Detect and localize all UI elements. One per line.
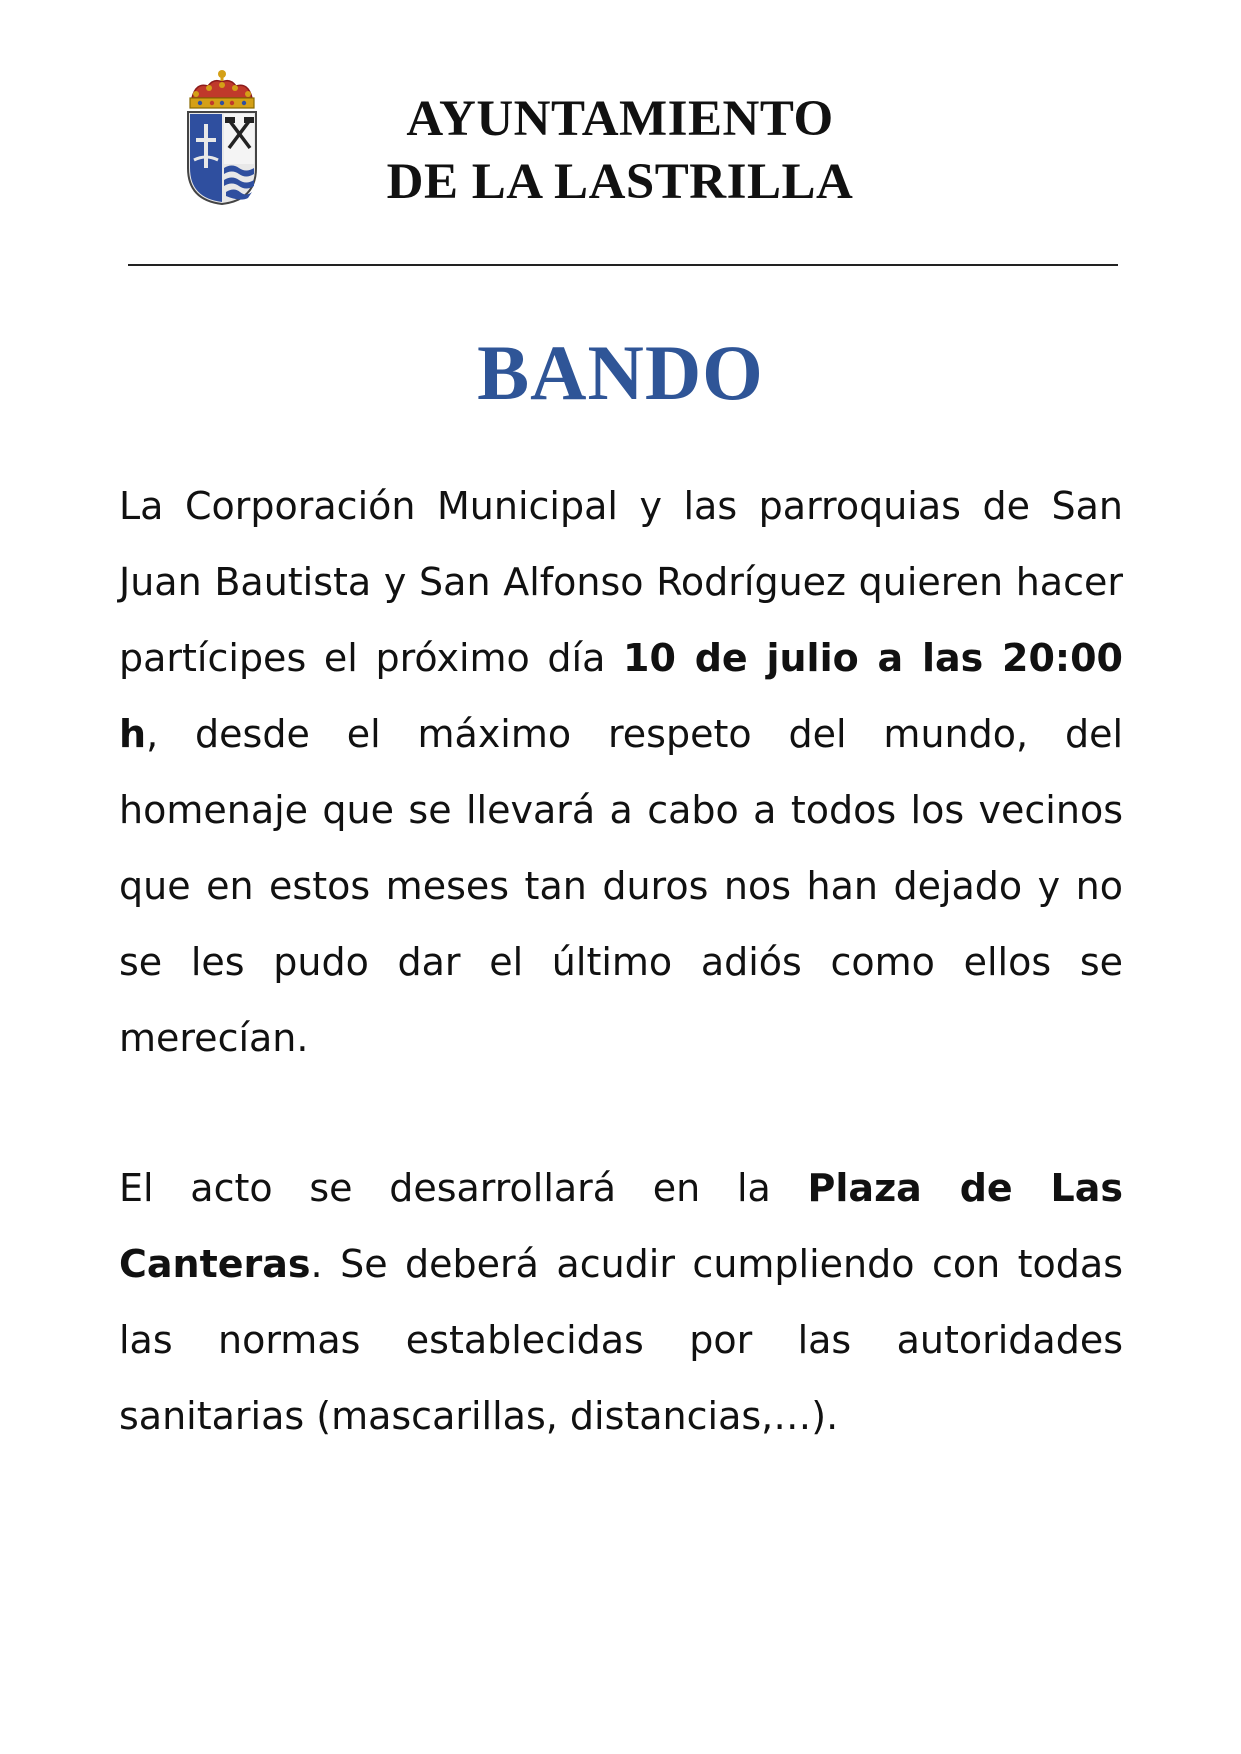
header-line-1: AYUNTAMIENTO xyxy=(406,91,834,147)
event-location: Plaza de Las Canteras xyxy=(119,1166,1123,1286)
announcement-paragraph-2 xyxy=(119,1150,1123,1454)
announcement-paragraph-1 xyxy=(119,468,1123,1076)
header-line-2: DE LA LASTRILLA xyxy=(386,154,854,210)
municipality-name xyxy=(300,88,940,214)
event-date-time: 10 de julio a las 20:00 h xyxy=(119,636,1123,756)
header-divider xyxy=(128,264,1118,266)
paragraph-1-text-end: , desde el máximo respeto del mundo, del homenaje que se llevará a cabo a todos los vecinos que en estos meses tan duros nos han dejado y no se les pudo dar el último adiós como ellos se merecían. xyxy=(119,712,1123,1060)
paragraph-2-text-start: El acto se desarrollará en la xyxy=(119,1166,808,1210)
paragraph-2-text-end: . Se deberá acudir cumpliendo con todas las normas establecidas por las autoridades sanitarias (mascarillas, distancias,…). xyxy=(119,1242,1123,1438)
municipal-crest-icon xyxy=(182,68,262,206)
paragraph-1-text-start: La Corporación Municipal y las parroquias de San Juan Bautista y San Alfonso Rodríguez quieren hacer partícipes el próximo día xyxy=(119,484,1123,680)
document-title: BANDO xyxy=(477,329,764,416)
